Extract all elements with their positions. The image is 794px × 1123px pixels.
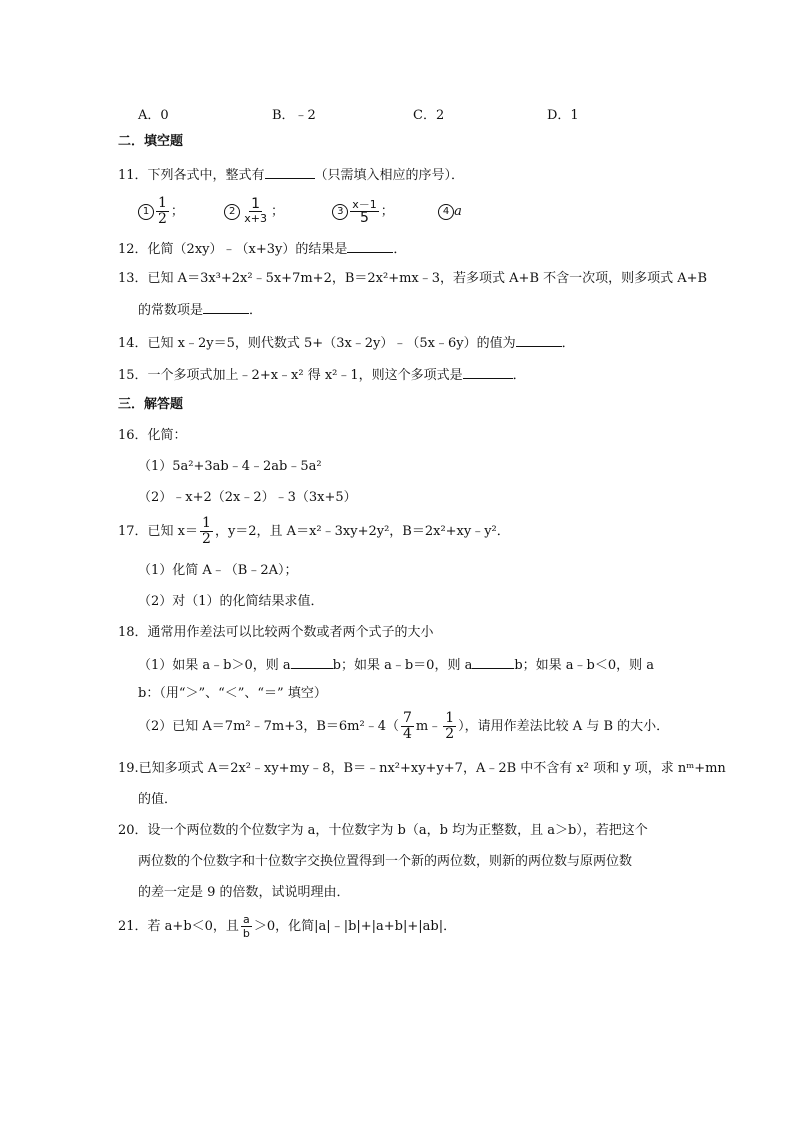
question-14: 14．已知 x﹣2y＝5，则代数式 5+（3x﹣2y）﹣（5x﹣6y）的值为 ． [118, 333, 575, 353]
fraction: $\frac{1}{2}$ [158, 195, 167, 227]
option-c: C．2 [413, 108, 445, 123]
question-19-line-1: 19.已知多项式 A＝2x²﹣xy+my﹣8，B＝﹣nx²+xy+y+7，A﹣2B 中不含有 x² 项和 y 项，求 nᵐ+mn [118, 761, 726, 776]
section-heading-fill-blank: 二．填空题 [118, 134, 184, 149]
answer-blank [291, 655, 333, 669]
answer-blank [203, 300, 249, 314]
option-b: B．﹣2 [272, 108, 316, 123]
fraction: $\frac{7}{4}$ [403, 710, 412, 742]
question-16-part-2: （2）﹣x+2（2x﹣2）﹣3（3x+5） [138, 490, 357, 505]
question-13-line-1: 13．已知 A＝3x³+2x²﹣5x+7m+2，B＝2x²+mx﹣3，若多项式 A+B 不含一次项，则多项式 A+B [118, 271, 708, 286]
answer-blank [347, 239, 393, 253]
question-15: 15．一个多项式加上﹣2+x﹣x² 得 x²﹣1，则这个多项式是 ． [118, 365, 526, 385]
question-20-line-2: 两位数的个位数字和十位数字交换位置得到一个新的两位数，则新的两位数与原两位数 [138, 854, 633, 869]
circled-number: 4 [438, 204, 454, 220]
fraction: $\frac{x-1}{5}$ [352, 198, 377, 226]
question-17-part-2: （2）对（1）的化简结果求值． [138, 594, 324, 609]
fraction: $\frac{1}{2}$ [445, 710, 455, 742]
circled-number: 2 [224, 204, 240, 220]
item-1: 1 $\frac{1}{2}$ ； [138, 204, 188, 219]
question-18-part-1: （1）如果 a﹣b＞0，则 a b；如果 a﹣b＝0，则 a b；如果 a﹣b＜0，则 a [138, 655, 654, 675]
question-13-line-2: 的常数项是 ． [138, 300, 262, 320]
question-20-line-1: 20．设一个两位数的个位数字为 a，十位数字为 b（a，b 均为正整数，且 a＞b），若把这个 [118, 823, 648, 838]
item-3: 3 $\frac{x-1}{5}$ ； [332, 204, 398, 219]
question-16-title: 16．化简： [118, 428, 187, 443]
fraction: $\frac{1}{x+3}$ [244, 196, 267, 225]
circled-number: 1 [138, 204, 154, 220]
question-17-part-1: （1）化简 A﹣（B﹣2A）； [138, 563, 298, 578]
question-11: 11．下列各式中，整式有 （只需填入相应的序号）． [118, 165, 464, 185]
answer-blank [463, 365, 513, 379]
answer-blank [516, 333, 562, 347]
answer-blank [472, 655, 514, 669]
question-16-part-1: （1）5a²+3ab﹣4﹣2ab﹣5a² [138, 459, 322, 474]
question-20-line-3: 的差一定是 9 的倍数，试说明理由． [138, 885, 350, 900]
option-a: A．0 [138, 108, 169, 123]
option-d: D．1 [547, 108, 579, 123]
section-heading-solutions: 三．解答题 [118, 397, 184, 412]
question-12: 12．化简（2xy）﹣（x+3y）的结果是 ． [118, 239, 406, 259]
question-11-items [138, 196, 462, 228]
item-2: 2 $\frac{1}{x+3}$ ； [224, 204, 288, 219]
question-18-part-2: （2）已知 A＝7m²﹣7m+3，B＝6m²﹣4（ $\frac{7}{4}$ m﹣ $\frac{1}{2}$ ），请用作差法比较 A 与 B 的大小． [138, 710, 670, 742]
fraction: $\frac{1}{2}$ [202, 515, 211, 547]
question-18-part-1-cont: b：（用“＞”、“＜”、“＝” 填空） [138, 686, 327, 701]
item-4: 4 a [438, 204, 462, 219]
question-19-line-2: 的值． [138, 792, 178, 807]
answer-blank [265, 165, 315, 179]
circled-number: 3 [332, 204, 348, 220]
question-17: 17．已知 x＝ $\frac{1}{2}$ ，y＝2，且 A＝x²﹣3xy+2y²，B＝2x²+xy﹣y²． [118, 515, 510, 547]
question-18-title: 18．通常用作差法可以比较两个数或者两个式子的大小 [118, 625, 434, 640]
fraction: $\frac{a}{b}$ [242, 913, 250, 940]
question-21: 21．若 a+b＜0，且 $\frac{a}{b}$ ＞0，化简|a|﹣|b|+|a+b|+|ab|． [118, 913, 457, 940]
